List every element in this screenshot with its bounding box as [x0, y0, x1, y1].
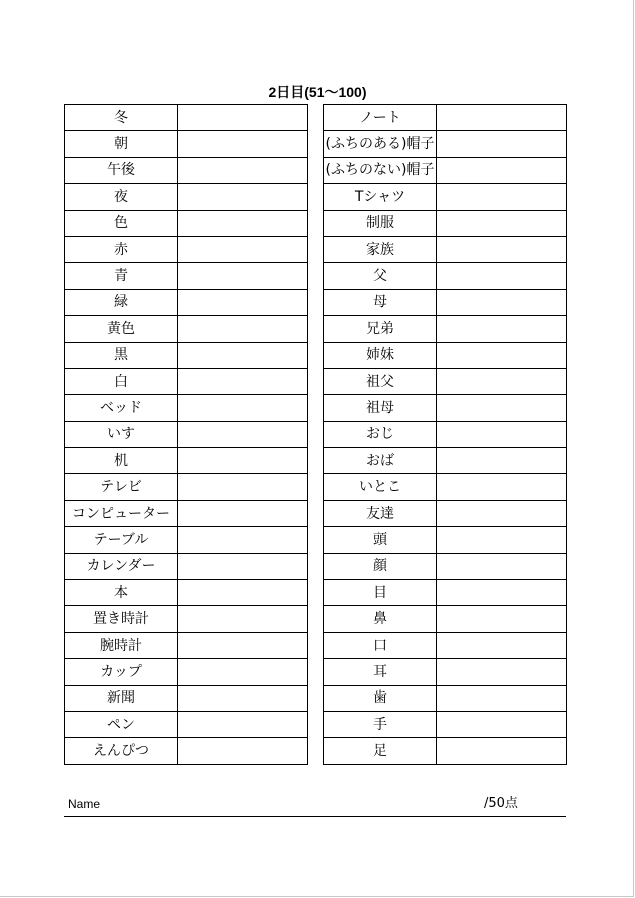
- vocab-row-right: [324, 659, 567, 685]
- vocab-word: 口: [324, 632, 437, 658]
- answer-cell[interactable]: [437, 342, 567, 368]
- answer-cell[interactable]: [437, 236, 567, 262]
- vocab-word: いとこ: [324, 474, 437, 500]
- vocab-word: おば: [324, 448, 437, 474]
- vocab-row-left: [65, 632, 308, 658]
- vocab-word: 耳: [324, 659, 437, 685]
- vocab-word: 顔: [324, 553, 437, 579]
- vocab-word: コンピューター: [65, 500, 178, 526]
- answer-cell[interactable]: [437, 448, 567, 474]
- answer-cell[interactable]: [178, 685, 308, 711]
- vocab-row-left: [65, 580, 308, 606]
- answer-cell[interactable]: [178, 395, 308, 421]
- vocab-word: ペン: [65, 711, 178, 737]
- vocab-word: 夜: [65, 184, 178, 210]
- vocab-word: 家族: [324, 236, 437, 262]
- vocab-table-right: [323, 104, 567, 765]
- vocab-row-left: [65, 685, 308, 711]
- vocab-word: 祖母: [324, 395, 437, 421]
- answer-cell[interactable]: [437, 395, 567, 421]
- vocab-row-left: [65, 711, 308, 737]
- vocab-word: カレンダー: [65, 553, 178, 579]
- vocab-row-right: [324, 553, 567, 579]
- vocab-word: 頭: [324, 527, 437, 553]
- vocab-row-right: [324, 157, 567, 183]
- vocab-word: Tシャツ: [324, 184, 437, 210]
- answer-cell[interactable]: [437, 659, 567, 685]
- answer-cell[interactable]: [178, 236, 308, 262]
- vocab-row-left: [65, 368, 308, 394]
- vocab-row-right: [324, 395, 567, 421]
- answer-cell[interactable]: [437, 527, 567, 553]
- vocab-word: 置き時計: [65, 606, 178, 632]
- answer-cell[interactable]: [437, 263, 567, 289]
- vocab-row-right: [324, 500, 567, 526]
- vocab-word: 黒: [65, 342, 178, 368]
- answer-cell[interactable]: [437, 184, 567, 210]
- vocab-row-left: [65, 236, 308, 262]
- vocab-word: 手: [324, 711, 437, 737]
- vocab-word: 制服: [324, 210, 437, 236]
- vocab-word: 緑: [65, 289, 178, 315]
- answer-cell[interactable]: [437, 421, 567, 447]
- name-label: Name: [68, 797, 101, 811]
- answer-cell[interactable]: [178, 342, 308, 368]
- answer-cell[interactable]: [178, 157, 308, 183]
- answer-cell[interactable]: [178, 421, 308, 447]
- answer-cell[interactable]: [178, 131, 308, 157]
- vocab-row-right: [324, 738, 567, 764]
- answer-cell[interactable]: [178, 500, 308, 526]
- vocab-row-right: [324, 527, 567, 553]
- answer-cell[interactable]: [437, 738, 567, 764]
- answer-cell[interactable]: [437, 500, 567, 526]
- answer-cell[interactable]: [178, 580, 308, 606]
- answer-cell[interactable]: [437, 606, 567, 632]
- answer-cell[interactable]: [437, 131, 567, 157]
- vocab-row-right: [324, 184, 567, 210]
- vocab-row-right: [324, 263, 567, 289]
- vocab-row-right: [324, 316, 567, 342]
- answer-cell[interactable]: [437, 210, 567, 236]
- answer-cell[interactable]: [178, 527, 308, 553]
- answer-cell[interactable]: [178, 316, 308, 342]
- vocab-row-left: [65, 105, 308, 131]
- vocab-word: 机: [65, 448, 178, 474]
- vocab-row-right: [324, 685, 567, 711]
- vocab-row-left: [65, 342, 308, 368]
- vocab-word: (ふちのある)帽子: [324, 131, 437, 157]
- answer-cell[interactable]: [178, 448, 308, 474]
- name-underline: [64, 816, 566, 817]
- page-title: 2日目(51〜100): [268, 84, 367, 100]
- vocab-row-left: [65, 448, 308, 474]
- vocab-word: 本: [65, 580, 178, 606]
- vocab-row-left: [65, 184, 308, 210]
- vocab-word: テレビ: [65, 474, 178, 500]
- vocab-word: (ふちのない)帽子: [324, 157, 437, 183]
- vocab-row-left: [65, 263, 308, 289]
- vocab-row-right: [324, 342, 567, 368]
- answer-cell[interactable]: [178, 368, 308, 394]
- vocab-word: いす: [65, 421, 178, 447]
- vocab-word: 赤: [65, 236, 178, 262]
- answer-cell[interactable]: [437, 474, 567, 500]
- answer-cell[interactable]: [437, 316, 567, 342]
- answer-cell[interactable]: [437, 685, 567, 711]
- vocab-word: カップ: [65, 659, 178, 685]
- vocab-row-right: [324, 368, 567, 394]
- vocab-word: えんぴつ: [65, 738, 178, 764]
- vocab-word: 冬: [65, 105, 178, 131]
- vocab-row-left: [65, 474, 308, 500]
- vocab-row-left: [65, 289, 308, 315]
- vocab-row-right: [324, 580, 567, 606]
- vocab-word: 足: [324, 738, 437, 764]
- vocab-word: 目: [324, 580, 437, 606]
- answer-cell[interactable]: [437, 368, 567, 394]
- vocab-row-right: [324, 131, 567, 157]
- answer-cell[interactable]: [178, 632, 308, 658]
- vocab-row-left: [65, 316, 308, 342]
- answer-cell[interactable]: [178, 606, 308, 632]
- vocab-row-right: [324, 711, 567, 737]
- answer-cell[interactable]: [178, 210, 308, 236]
- vocab-word: ノート: [324, 105, 437, 131]
- vocab-row-right: [324, 210, 567, 236]
- vocab-word: 腕時計: [65, 632, 178, 658]
- vocab-row-right: [324, 105, 567, 131]
- vocab-row-right: [324, 289, 567, 315]
- vocab-word: 鼻: [324, 606, 437, 632]
- vocab-word: 午後: [65, 157, 178, 183]
- vocab-row-right: [324, 632, 567, 658]
- vocab-word: 母: [324, 289, 437, 315]
- vocab-word: 姉妹: [324, 342, 437, 368]
- score-label: /50点: [484, 796, 518, 811]
- answer-cell[interactable]: [178, 711, 308, 737]
- vocab-word: 歯: [324, 685, 437, 711]
- vocab-row-right: [324, 448, 567, 474]
- vocab-word: 白: [65, 368, 178, 394]
- vocab-row-left: [65, 500, 308, 526]
- vocab-row-left: [65, 527, 308, 553]
- vocab-row-left: [65, 553, 308, 579]
- vocab-row-left: [65, 131, 308, 157]
- vocab-word: 友達: [324, 500, 437, 526]
- answer-cell[interactable]: [437, 289, 567, 315]
- vocab-word: 父: [324, 263, 437, 289]
- vocab-row-left: [65, 738, 308, 764]
- answer-cell[interactable]: [178, 659, 308, 685]
- vocab-row-left: [65, 157, 308, 183]
- vocab-row-right: [324, 236, 567, 262]
- vocab-row-right: [324, 474, 567, 500]
- answer-cell[interactable]: [178, 184, 308, 210]
- vocab-row-right: [324, 606, 567, 632]
- vocab-table-left: [64, 104, 308, 765]
- answer-cell[interactable]: [437, 632, 567, 658]
- vocab-row-left: [65, 395, 308, 421]
- vocab-word: テーブル: [65, 527, 178, 553]
- vocab-row-left: [65, 659, 308, 685]
- answer-cell[interactable]: [437, 105, 567, 131]
- vocab-word: 黄色: [65, 316, 178, 342]
- vocab-word: おじ: [324, 421, 437, 447]
- vocab-word: 祖父: [324, 368, 437, 394]
- answer-cell[interactable]: [437, 711, 567, 737]
- vocab-row-left: [65, 606, 308, 632]
- vocab-word: 色: [65, 210, 178, 236]
- answer-cell[interactable]: [178, 738, 308, 764]
- answer-cell[interactable]: [437, 553, 567, 579]
- vocab-row-left: [65, 210, 308, 236]
- vocab-word: 青: [65, 263, 178, 289]
- answer-cell[interactable]: [178, 474, 308, 500]
- answer-cell[interactable]: [178, 105, 308, 131]
- answer-cell[interactable]: [178, 263, 308, 289]
- vocab-word: 朝: [65, 131, 178, 157]
- answer-cell[interactable]: [437, 157, 567, 183]
- vocab-row-left: [65, 421, 308, 447]
- vocab-row-right: [324, 421, 567, 447]
- answer-cell[interactable]: [178, 289, 308, 315]
- answer-cell[interactable]: [437, 580, 567, 606]
- vocab-word: 兄弟: [324, 316, 437, 342]
- vocab-word: 新聞: [65, 685, 178, 711]
- answer-cell[interactable]: [178, 553, 308, 579]
- vocab-word: ベッド: [65, 395, 178, 421]
